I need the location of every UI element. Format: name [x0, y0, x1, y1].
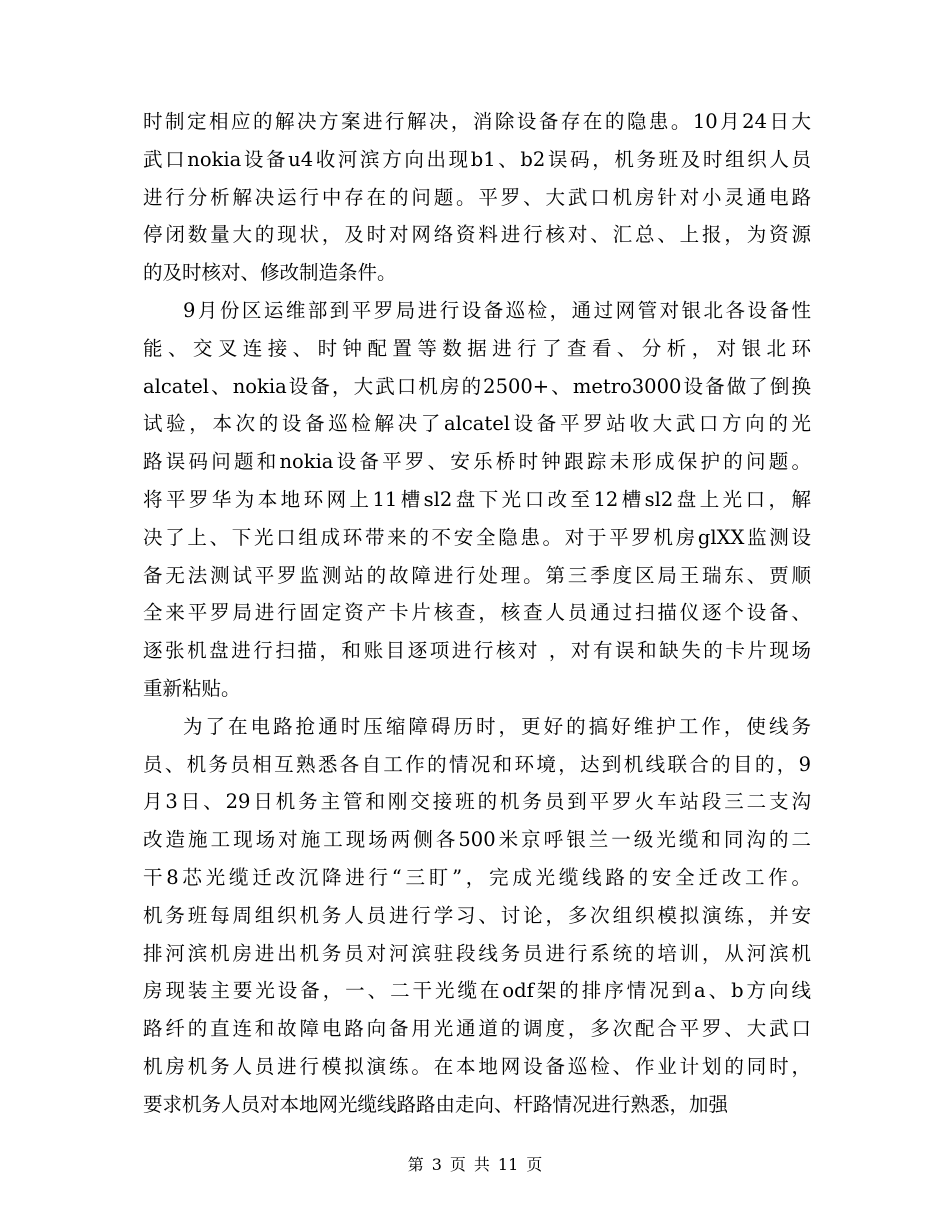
text-line: 进行分析解决运行中存在的问题。平罗、大武口机房针对小灵通电路 — [143, 185, 811, 209]
text-line: 排河滨机房进出机务员对河滨驻段线务员进行系统的培训，从河滨机 — [143, 941, 811, 965]
text-line: 要求机务人员对本地网光缆线路路由走向、杆路情况进行熟悉，加强 — [143, 1092, 729, 1116]
paragraph — [143, 292, 811, 708]
text-line: 决了上、下光口组成环带来的不安全隐患。对于平罗机房glXX监测设 — [143, 525, 811, 549]
text-line: 月3日、29日机务主管和刚交接班的机务员到平罗火车站段三二支沟 — [143, 790, 811, 814]
text-line: 将平罗华为本地环网上11槽sl2盘下光口改至12槽sl2盘上光口，解 — [143, 487, 811, 511]
text-line: alcatel、nokia设备，大武口机房的2500+、metro3000设备做了倒换 — [143, 374, 811, 398]
text-line: 重新粘贴。 — [143, 676, 241, 700]
text-line: 试验，本次的设备巡检解决了alcatel设备平罗站收大武口方向的光 — [143, 412, 811, 436]
text-line: 全来平罗局进行固定资产卡片核查，核查人员通过扫描仪逐个设备、 — [143, 601, 811, 625]
footer-prefix: 第 — [407, 1155, 424, 1174]
text-line: 房现装主要光设备，一、二干光缆在odf架的排序情况到a、b方向线 — [143, 979, 811, 1003]
paragraph — [143, 103, 811, 292]
text-line: 机务班每周组织机务人员进行学习、讨论，多次组织模拟演练，并安 — [143, 903, 811, 927]
text-line: 停闭数量大的现状，及时对网络资料进行核对、汇总、上报，为资源 — [143, 223, 811, 247]
footer-suffix: 页 — [526, 1155, 543, 1174]
text-line: 逐张机盘进行扫描，和账目逐项进行核对 ，对有误和缺失的卡片现场 — [143, 639, 811, 663]
text-line: 9月份区运维部到平罗局进行设备巡检，通过网管对银北各设备性 — [183, 298, 811, 322]
footer-total-prefix: 共 — [473, 1155, 490, 1174]
text-line: 备无法测试平罗监测站的故障进行处理。第三季度区局王瑞东、贾顺 — [143, 563, 811, 587]
page-footer — [0, 1152, 950, 1175]
body-text — [143, 103, 811, 1124]
text-line: 改造施工现场对施工现场两侧各500米京呼银兰一级光缆和同沟的二 — [143, 828, 811, 852]
text-line: 为了在电路抢通时压缩障碍历时，更好的搞好维护工作，使线务 — [183, 714, 811, 738]
paragraph — [143, 708, 811, 1124]
text-line: 时制定相应的解决方案进行解决，消除设备存在的隐患。10月24日大 — [143, 110, 811, 133]
text-line: 武口nokia设备u4收河滨方向出现b1、b2误码，机务班及时组织人员 — [143, 147, 811, 171]
text-line: 能、交叉连接、时钟配置等数据进行了查看、分析，对银北环 — [143, 336, 811, 360]
footer-total-pages: 11 — [497, 1155, 519, 1174]
footer-page-number: 3 — [431, 1155, 442, 1174]
footer-page-word: 页 — [449, 1155, 466, 1174]
text-line: 路纤的直连和故障电路向备用光通道的调度，多次配合平罗、大武口 — [143, 1017, 811, 1041]
text-line: 的及时核对、修改制造条件。 — [143, 261, 397, 285]
text-line: 干8芯光缆迁改沉降进行“三盯”，完成光缆线路的安全迁改工作。 — [143, 865, 811, 889]
text-line: 路误码问题和nokia设备平罗、安乐桥时钟跟踪未形成保护的问题。 — [143, 450, 811, 474]
text-line: 员、机务员相互熟悉各自工作的情况和环境，达到机线联合的目的，9 — [143, 752, 811, 776]
text-line: 机房机务人员进行模拟演练。在本地网设备巡检、作业计划的同时， — [143, 1054, 811, 1078]
